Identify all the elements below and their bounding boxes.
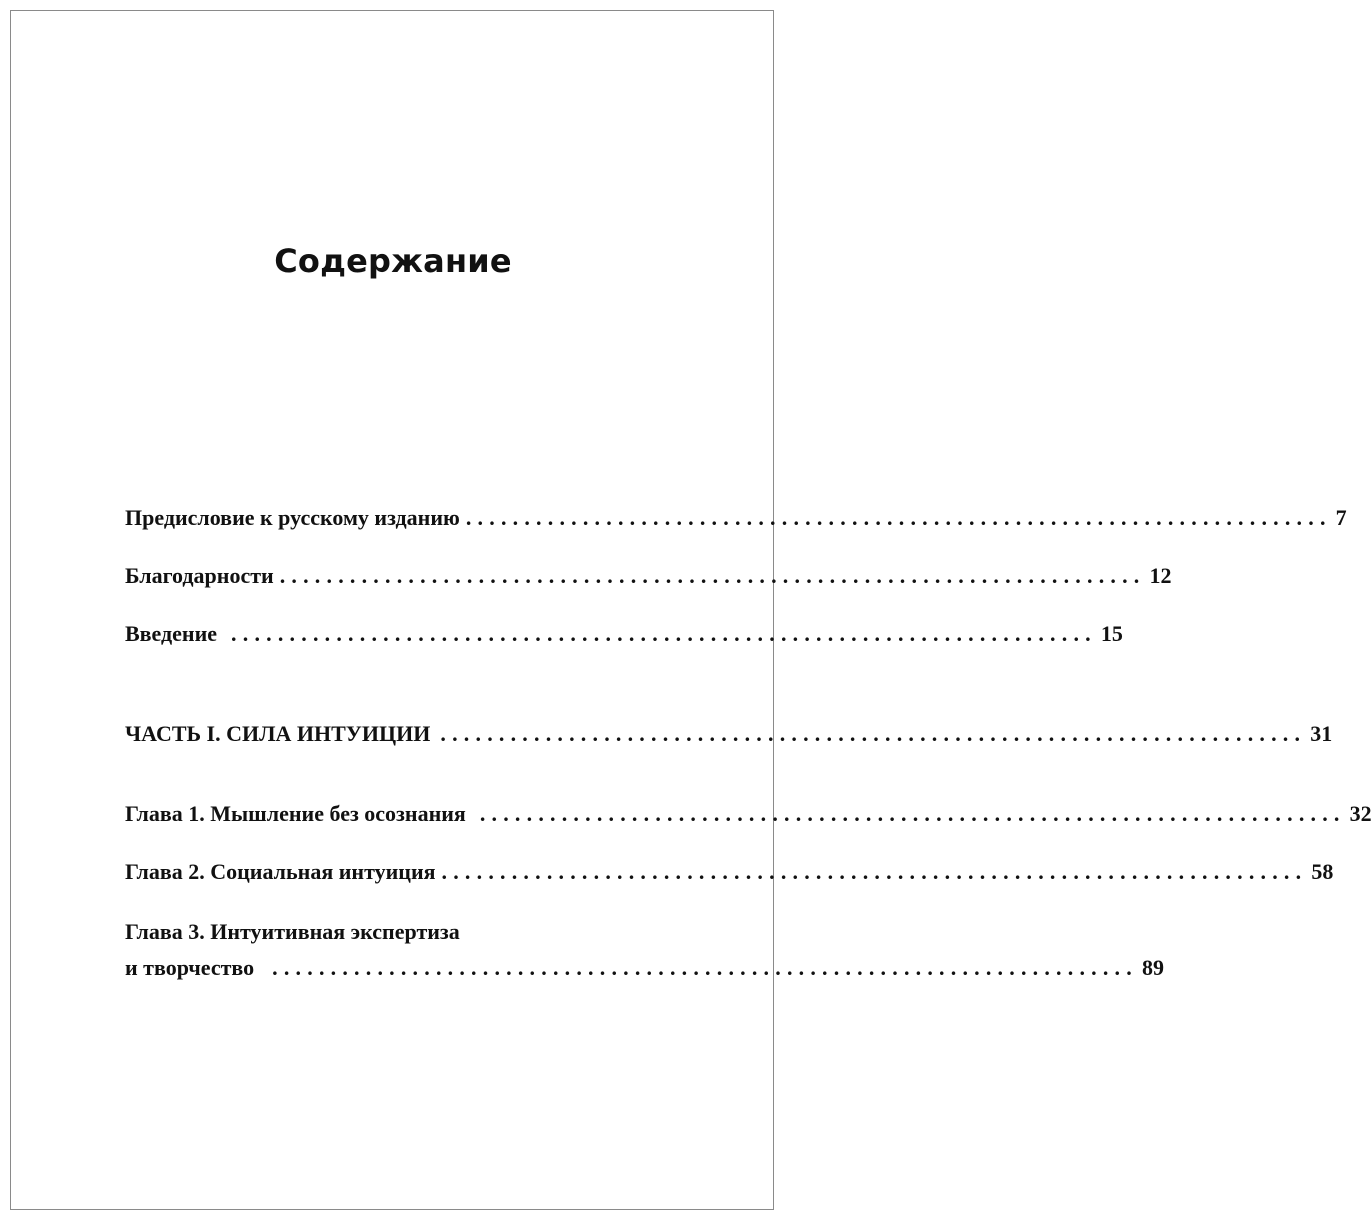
toc-entry-line: [125, 716, 1333, 752]
toc-entry-label: Введение: [125, 621, 218, 646]
toc-entry-page: 58: [1311, 859, 1334, 884]
toc-entry-label: и творчество: [125, 955, 255, 980]
toc-entry-page: 7: [1335, 505, 1347, 530]
toc-entry-line: [125, 616, 1123, 652]
toc-entry-preface[interactable]: [125, 500, 1347, 536]
toc-entry-line: [125, 950, 1164, 986]
toc-entry-chapter-2[interactable]: [125, 854, 1334, 890]
toc-entry-label: Предисловие к русскому изданию: [125, 505, 460, 530]
toc-entry-page: 89: [1141, 955, 1164, 980]
dot-leader: ..........................................................................: [440, 721, 1307, 746]
dot-leader: ..........................................................................: [272, 955, 1138, 980]
toc-entry-label: Благодарности: [125, 563, 274, 588]
dot-leader: ..........................................................................: [441, 859, 1308, 884]
dot-leader: ..........................................................................: [465, 505, 1332, 530]
toc-entry-line: [125, 854, 1334, 890]
toc-entry-page: 32: [1349, 801, 1372, 826]
toc-entry-introduction[interactable]: [125, 616, 1123, 652]
toc-entry-label: Глава 1. Мышление без осознания: [125, 801, 466, 826]
page-frame: [10, 10, 774, 1210]
toc-entry-page: 31: [1310, 721, 1333, 746]
toc-entry-part-1[interactable]: [125, 716, 1333, 752]
dot-leader: ..........................................................................: [231, 621, 1097, 646]
page-title: Содержание: [274, 242, 512, 280]
toc-entry-label-line1: Глава 3. Интуитивная экспертиза: [125, 919, 460, 944]
toc-entry-acknowledgements[interactable]: [125, 558, 1172, 594]
toc-entry-chapter-3[interactable]: [125, 914, 1164, 986]
toc-entry-label: ЧАСТЬ I. СИЛА ИНТУИЦИИ: [125, 721, 431, 746]
dot-leader: ..........................................................................: [479, 801, 1346, 826]
toc-entry-page: 12: [1149, 563, 1172, 588]
toc-entry-line: [125, 558, 1172, 594]
toc-entry-label: Глава 2. Социальная интуиция: [125, 859, 436, 884]
toc-entry-page: 15: [1100, 621, 1123, 646]
toc-entry-chapter-1[interactable]: [125, 796, 1372, 832]
toc-entry-line: [125, 796, 1372, 832]
dot-leader: ..........................................................................: [279, 563, 1146, 588]
toc-entry-line: [125, 500, 1347, 536]
